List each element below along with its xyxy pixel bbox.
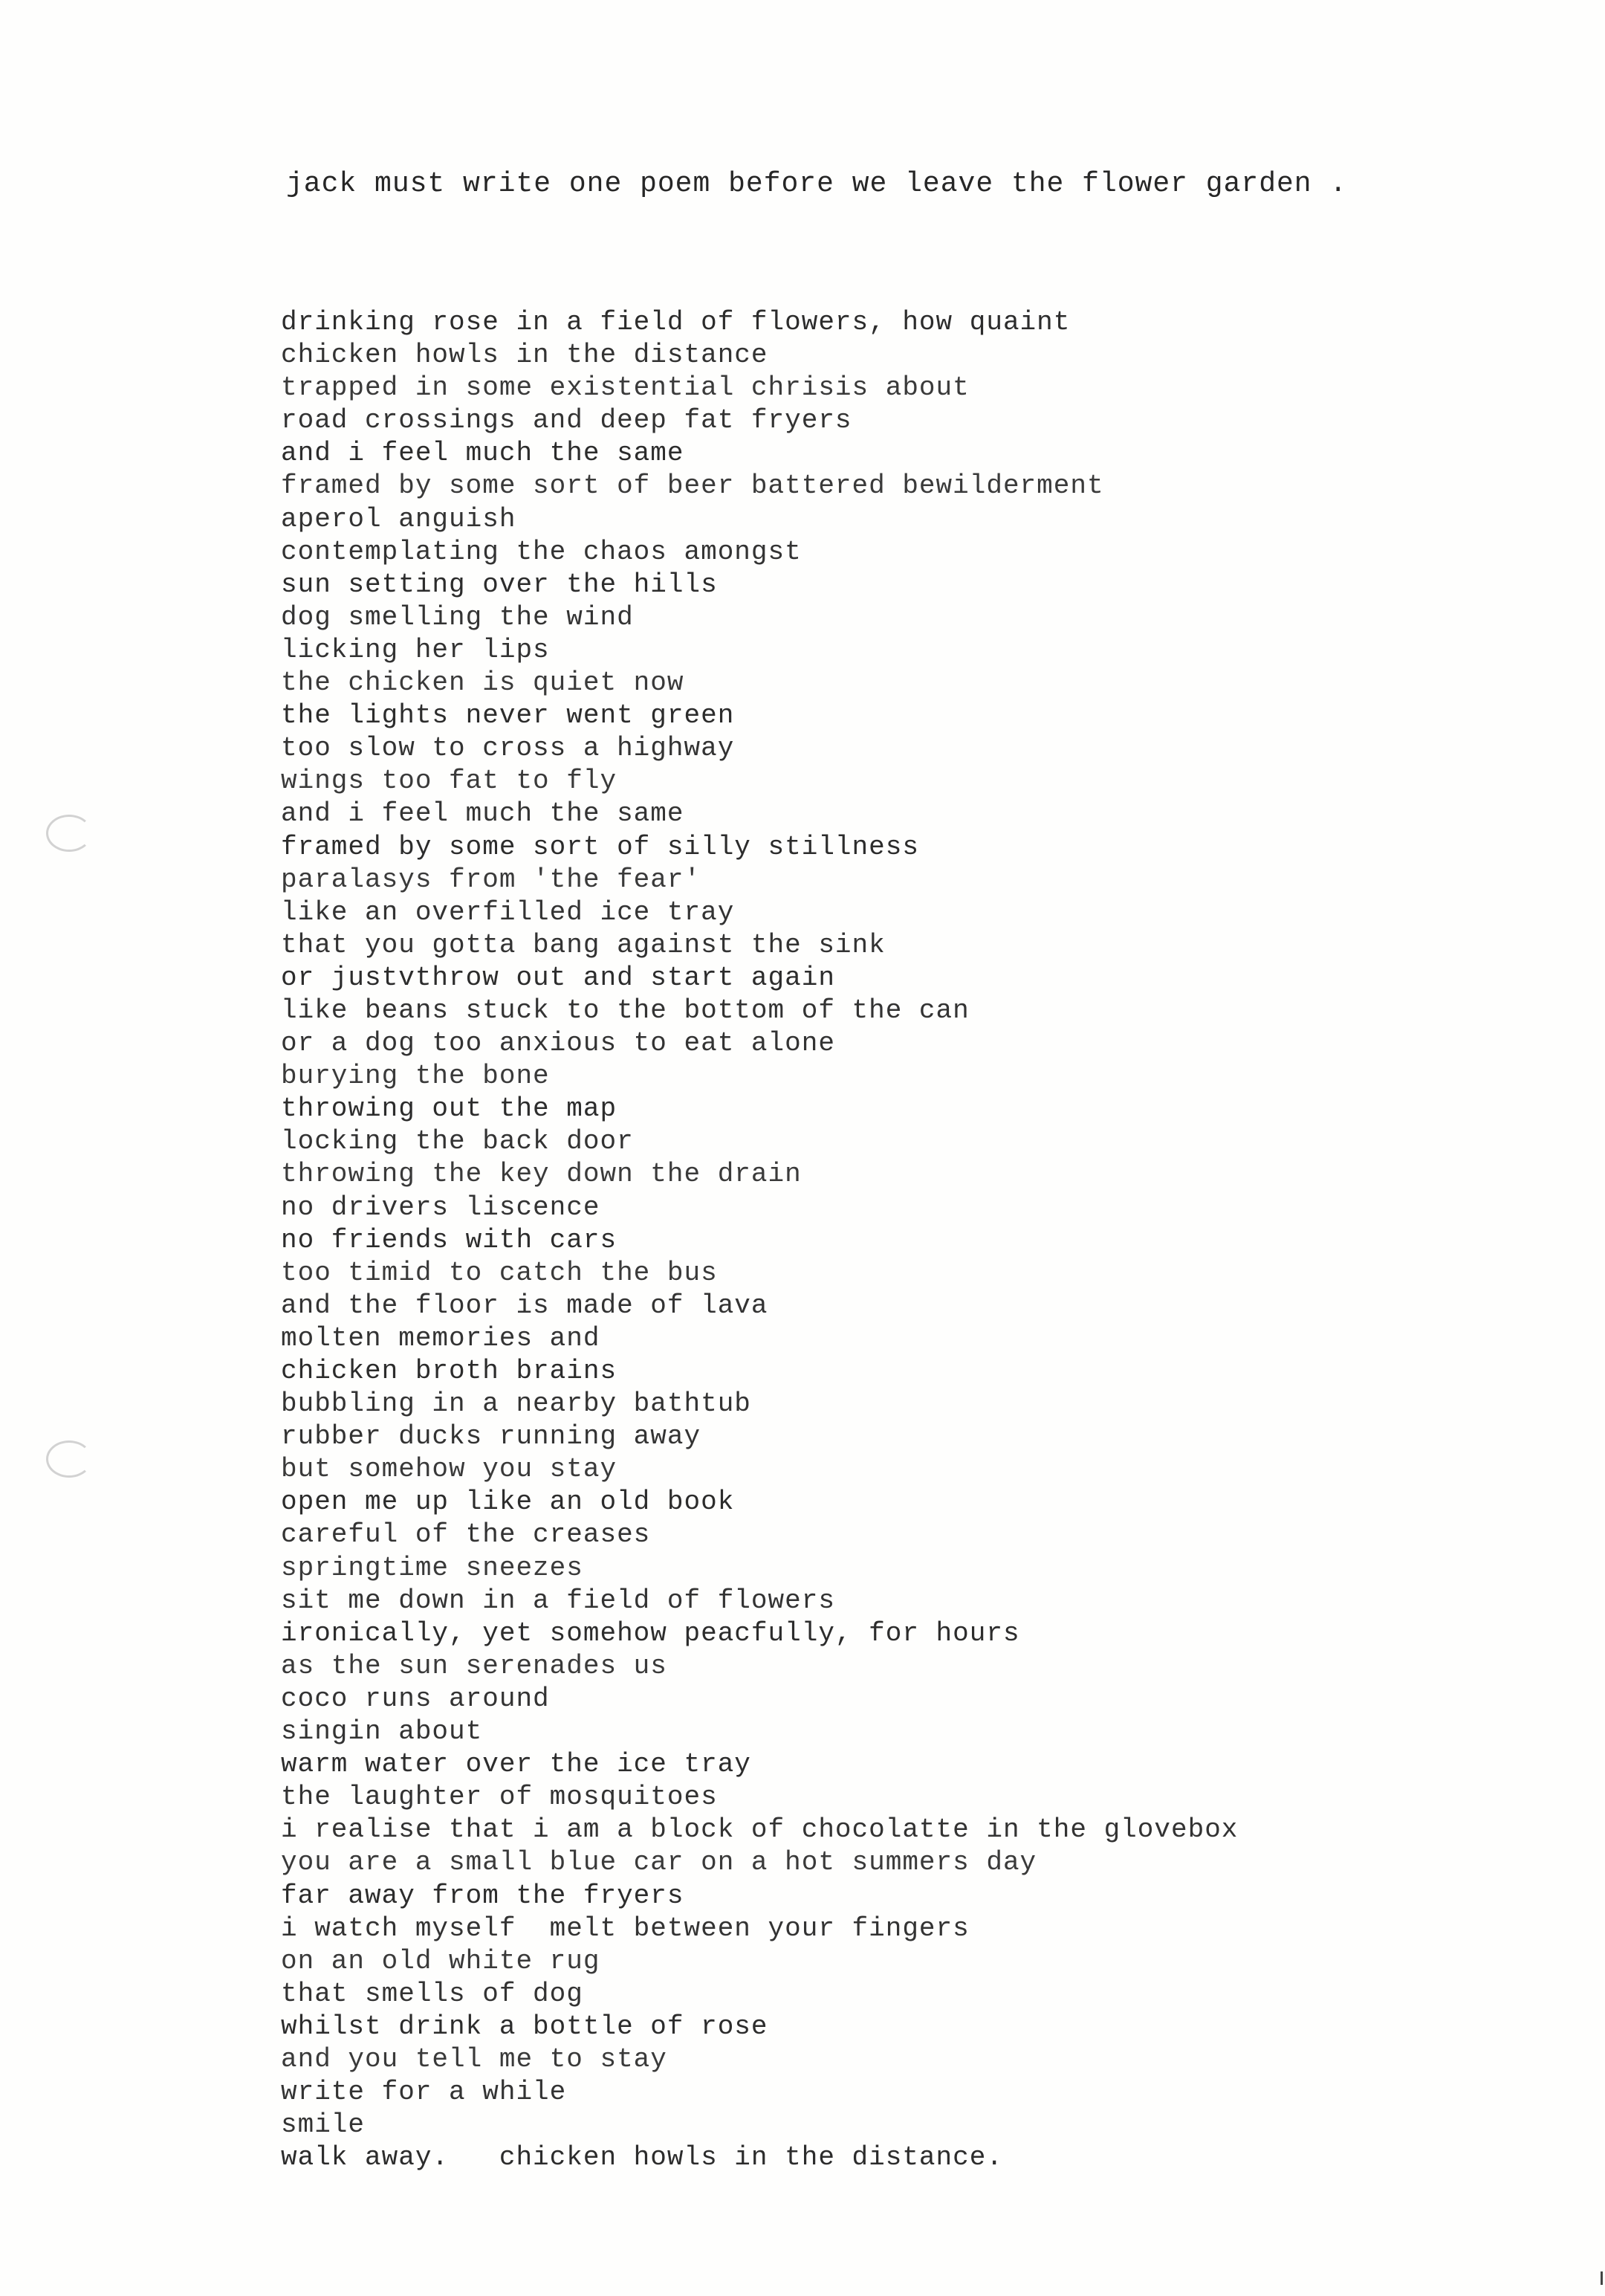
poem-line: like an overfilled ice tray bbox=[281, 896, 735, 928]
poem-line: road crossings and deep fat fryers bbox=[281, 405, 852, 436]
poem-line: dog smelling the wind bbox=[281, 601, 634, 633]
poem-title: jack must write one poem before we leave the flower garden . bbox=[286, 168, 1348, 200]
poem-line: throwing the key down the drain bbox=[281, 1159, 802, 1190]
poem-line: chicken broth brains bbox=[281, 1356, 617, 1386]
poem-line: aperol anguish bbox=[281, 503, 516, 534]
poem-line: that you gotta bang against the sink bbox=[281, 929, 886, 960]
poem-line: but somehow you stay bbox=[281, 1454, 617, 1485]
poem-line: bubbling in a nearby bathtub bbox=[281, 1388, 751, 1420]
poem-line: framed by some sort of silly stillness bbox=[281, 831, 919, 862]
poem-line: whilst drink a bottle of rose bbox=[281, 2011, 768, 2042]
poem-line: trapped in some existential chrisis about bbox=[281, 372, 970, 404]
poem-line: walk away. chicken howls in the distance. bbox=[281, 2142, 1003, 2173]
poem-line: and the floor is made of lava bbox=[281, 1290, 768, 1321]
poem-line: warm water over the ice tray bbox=[281, 1749, 751, 1780]
poem-line: springtime sneezes bbox=[281, 1552, 583, 1583]
poem-line: rubber ducks running away bbox=[281, 1421, 701, 1452]
poem-line: or a dog too anxious to eat alone bbox=[281, 1028, 835, 1059]
poem-line: and i feel much the same bbox=[281, 438, 684, 469]
page-edge-mark bbox=[1601, 2271, 1603, 2285]
poem-line: burying the bone bbox=[281, 1061, 550, 1092]
poem-line: paralasys from 'the fear' bbox=[281, 864, 701, 895]
poem-line: as the sun serenades us bbox=[281, 1650, 667, 1681]
poem-line: i watch myself melt between your fingers bbox=[281, 1912, 970, 1944]
poem-line: that smells of dog bbox=[281, 1978, 583, 2009]
poem-line: locking the back door bbox=[281, 1126, 634, 1157]
poem-line: and i feel much the same bbox=[281, 798, 684, 830]
poem-line: sit me down in a field of flowers bbox=[281, 1585, 835, 1616]
punch-hole-mark bbox=[46, 1440, 92, 1478]
poem-line: too slow to cross a highway bbox=[281, 733, 735, 764]
poem-line: like beans stuck to the bottom of the can bbox=[281, 995, 970, 1026]
poem-line: careful of the creases bbox=[281, 1519, 651, 1550]
poem-line: throwing out the map bbox=[281, 1093, 617, 1125]
poem-line: on an old white rug bbox=[281, 1945, 600, 1976]
poem-line: coco runs around bbox=[281, 1683, 550, 1714]
poem-line: chicken howls in the distance bbox=[281, 340, 768, 371]
poem-line: the chicken is quiet now bbox=[281, 667, 684, 699]
poem-line: the laughter of mosquitoes bbox=[281, 1782, 718, 1813]
poem-line: you are a small blue car on a hot summers day bbox=[281, 1847, 1037, 1878]
poem-line: far away from the fryers bbox=[281, 1880, 684, 1911]
poem-line: the lights never went green bbox=[281, 700, 735, 731]
poem-line: i realise that i am a block of chocolatte in the glovebox bbox=[281, 1814, 1239, 1846]
poem-line: molten memories and bbox=[281, 1322, 600, 1354]
poem-line: drinking rose in a field of flowers, how quaint bbox=[281, 307, 1071, 337]
poem-line: ironically, yet somehow peacfully, for hours bbox=[281, 1617, 1020, 1649]
poem-line: no drivers liscence bbox=[281, 1191, 600, 1223]
poem-line: framed by some sort of beer battered bewilderment bbox=[281, 470, 1104, 502]
poem-line: write for a while bbox=[281, 2077, 567, 2108]
poem-line: licking her lips bbox=[281, 634, 550, 665]
poem-line: contemplating the chaos amongst bbox=[281, 536, 802, 567]
poem-line: sun setting over the hills bbox=[281, 569, 718, 600]
poem-line: and you tell me to stay bbox=[281, 2043, 667, 2075]
poem-line: too timid to catch the bus bbox=[281, 1257, 718, 1288]
poem-line: singin about bbox=[281, 1716, 483, 1747]
poem-line: smile bbox=[281, 2109, 366, 2141]
poem-line: open me up like an old book bbox=[281, 1487, 735, 1518]
poem-line: wings too fat to fly bbox=[281, 766, 617, 797]
punch-hole-mark bbox=[46, 815, 92, 852]
poem-line: no friends with cars bbox=[281, 1224, 617, 1255]
poem-line: or justvthrow out and start again bbox=[281, 962, 835, 993]
poem-body bbox=[281, 306, 1589, 2174]
